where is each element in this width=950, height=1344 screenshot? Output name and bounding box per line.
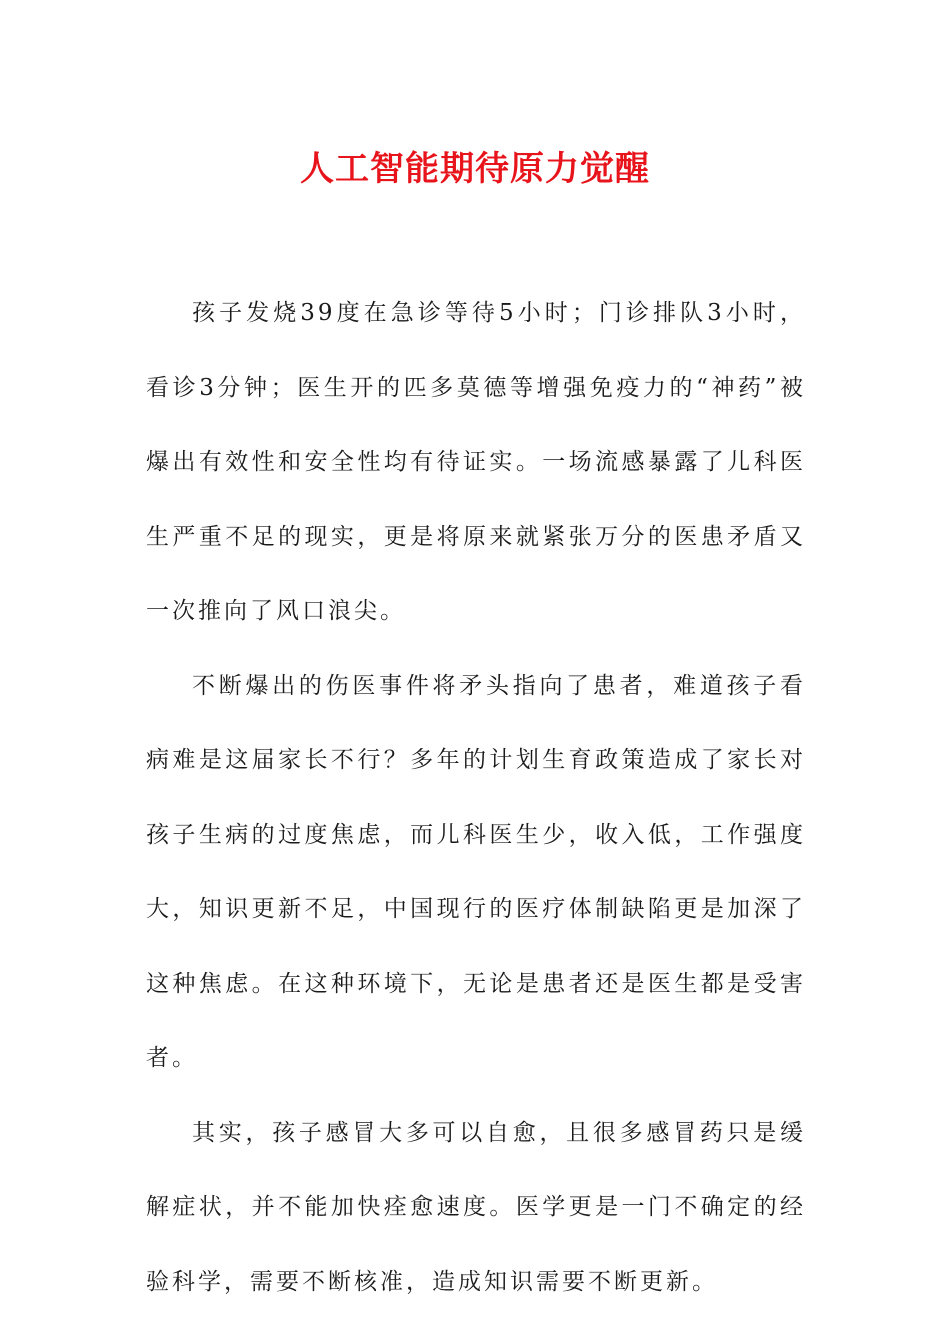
paragraph-2: 不断爆出的伤医事件将矛头指向了患者，难道孩子看病难是这届家长不行？多年的计划生育政策造成了家长对孩子生病的过度焦虑，而儿科医生少，收入低，工作强度大，知识更新不足，中国现行的医疗体制缺陷更是加深了这种焦虑。在这种环境下，无论是患者还是医生都是受害者。 [146,672,806,1071]
document-body [146,276,806,1319]
document-title: 人工智能期待原力觉醒 [300,149,650,189]
paragraph-1: 孩子发烧39度在急诊等待5小时；门诊排队3小时，看诊3分钟；医生开的匹多莫德等增强免疫力的“神药”被爆出有效性和安全性均有待证实。一场流感暴露了儿科医生严重不足的现实，更是将原来就紧张万分的医患矛盾又一次推向了风口浪尖。 [146,300,806,624]
paragraph-3: 其实，孩子感冒大多可以自愈，且很多感冒药只是缓解症状，并不能加快痊愈速度。医学更是一门不确定的经验科学，需要不断核准，造成知识需要不断更新。 [146,1119,806,1295]
